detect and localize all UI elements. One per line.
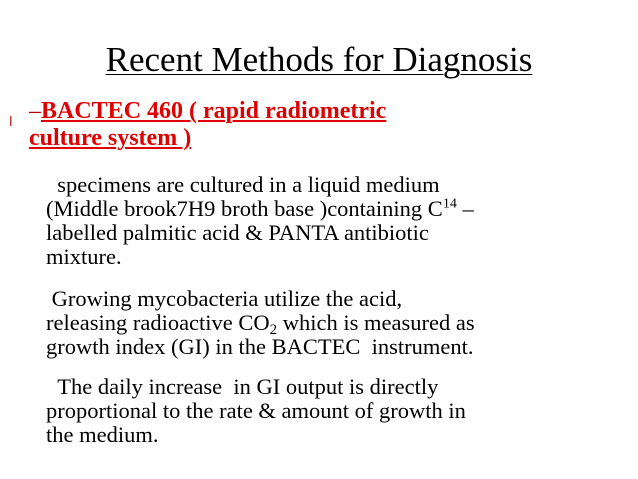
- slide-title: Recent Methods for Diagnosis: [105, 40, 533, 79]
- paragraph-line: labelled palmitic acid & PANTA antibiotic: [46, 220, 429, 245]
- paragraph-line: the medium.: [46, 422, 159, 447]
- paragraph-line: [46, 310, 631, 338]
- text-fragment: (Middle brook7H9 broth base )containing C: [46, 196, 443, 221]
- paragraph-line: specimens are cultured in a liquid medium: [46, 172, 440, 197]
- bullet-heading: [29, 98, 629, 152]
- paragraph-line: growth index (GI) in the BACTEC instrument.: [46, 334, 474, 359]
- heading-dash: –: [29, 98, 41, 124]
- paragraph-growing: [46, 287, 631, 359]
- text-fragment: releasing radioactive CO: [46, 310, 270, 335]
- paragraph-line: [46, 197, 631, 221]
- paragraph-specimens: [46, 173, 631, 269]
- paragraph-line: proportional to the rate & amount of growth in: [46, 398, 466, 423]
- subscript-2: 2: [269, 322, 278, 338]
- heading-text-1: BACTEC 460 ( rapid radiometric: [41, 98, 387, 124]
- text-fragment: which is measured as: [277, 310, 475, 335]
- bullet-marker-icon: l: [9, 115, 13, 130]
- text-fragment: –: [456, 196, 474, 221]
- paragraph-line: The daily increase in GI output is directly: [46, 374, 439, 399]
- heading-line-2: [29, 125, 629, 152]
- superscript-14: 14: [442, 196, 457, 212]
- paragraph-daily-increase: [46, 375, 631, 447]
- paragraph-line: mixture.: [46, 244, 122, 269]
- paragraph-line: Growing mycobacteria utilize the acid,: [46, 286, 403, 311]
- heading-text-2: culture system ): [29, 125, 192, 151]
- heading-line-1: [29, 98, 629, 125]
